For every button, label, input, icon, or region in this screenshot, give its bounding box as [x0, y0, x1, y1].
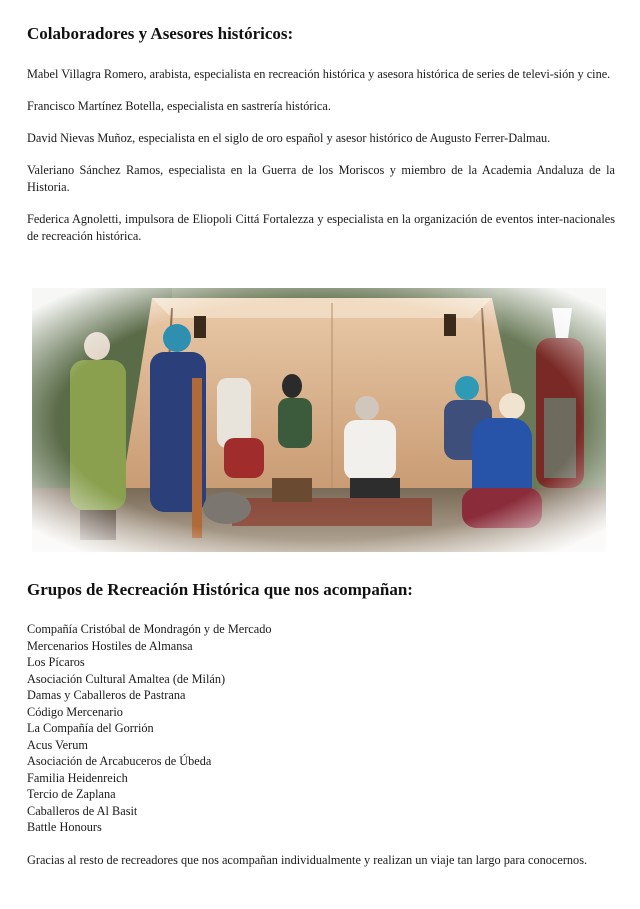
- group-item: Código Mercenario: [27, 704, 123, 719]
- collaborators-list: [27, 66, 615, 260]
- group-item: Familia Heidenreich: [27, 770, 128, 785]
- group-item: Compañía Cristóbal de Mondragón y de Mercado: [27, 622, 272, 636]
- reenactors-photo: [32, 288, 606, 552]
- groups-list: [27, 621, 587, 836]
- group-item: Battle Honours: [27, 820, 102, 834]
- collaborators-heading: Colaboradores y Asesores históricos:: [27, 24, 294, 43]
- collaborator-entry: Federica Agnoletti, impulsora de Eliopoli Cittá Fortalezza y especialista en la organización de eventos inter-nacionales de recreación histórica.: [27, 212, 615, 243]
- collaborator-entry: Francisco Martínez Botella, especialista en sastrería histórica.: [27, 99, 331, 113]
- group-item: Tercio de Zaplana: [27, 787, 116, 801]
- groups-heading: Grupos de Recreación Histórica que nos acompañan:: [27, 580, 413, 599]
- group-item: Asociación de Arcabuceros de Úbeda: [27, 754, 212, 768]
- group-item: Acus Verum: [27, 737, 88, 752]
- group-item: Mercenarios Hostiles de Almansa: [27, 638, 193, 653]
- group-item: Los Pícaros: [27, 655, 85, 669]
- thanks-paragraph: Gracias al resto de recreadores que nos acompañan individualmente y realizan un viaje tan largo para conocernos.: [27, 853, 588, 867]
- collaborator-entry: Mabel Villagra Romero, arabista, especialista en recreación histórica y asesora histórica de series de televi-sión y cine.: [27, 67, 611, 81]
- collaborator-entry: David Nievas Muñoz, especialista en el siglo de oro español y asesor histórico de Augusto Ferrer-Dalmau.: [27, 131, 551, 145]
- group-item: Caballeros de Al Basit: [27, 803, 138, 818]
- group-item: Asociación Cultural Amaltea (de Milán): [27, 671, 226, 686]
- group-item: Damas y Caballeros de Pastrana: [27, 688, 186, 702]
- collaborator-entry: Valeriano Sánchez Ramos, especialista en la Guerra de los Moriscos y miembro de la Academia Andaluza de la Historia.: [27, 163, 615, 194]
- group-item: La Compañía del Gorrión: [27, 721, 154, 735]
